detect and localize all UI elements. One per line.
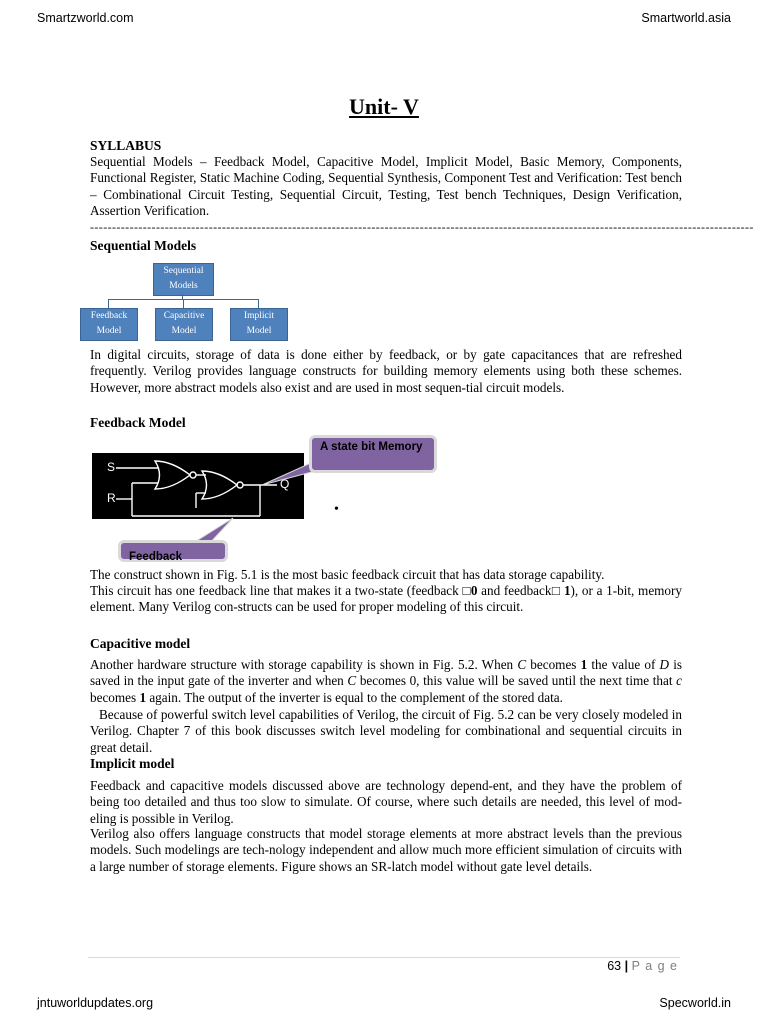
capacitive-text-1-segment: Another hardware structure with storage capability is shown in Fig. 5.2. When	[90, 657, 518, 672]
capacitive-text-1-segment: c	[676, 673, 682, 689]
input-s-label: S	[107, 460, 116, 474]
footer-divider	[88, 957, 680, 958]
stray-bullet: •	[334, 502, 339, 517]
syllabus-text: Sequential Models – Feedback Model, Capacitive Model, Implicit Model, Basic Memory, Components, Functional Register, Static Machine Coding, Sequential Synthesis, Component Test and Verification: Test bench – Combinational Circuit Testing, Sequential Circuit, Testing, Test bench Techniques, Design Verification, Assertion Verification.	[90, 154, 682, 218]
header-left-site: Smartzworld.com	[37, 11, 134, 25]
capacitive-text-1-segment: again. The output of the inverter is equal to the complement of the stored data.	[146, 689, 563, 705]
capacitive-text-1-segment: becomes	[90, 689, 140, 705]
feedback-text-2-part-e: ), or a 1-bit, memory element. Many Verilog con-structs can be used for proper modeling of this circuit.	[90, 583, 683, 615]
memory-callout-text: A state bit Memory	[320, 441, 423, 453]
diagram-implicit-line2: Model	[246, 326, 272, 336]
page-number-block	[607, 959, 678, 973]
page-title: Unit- V	[349, 94, 419, 119]
feedback-callout-text: Feedback	[129, 551, 183, 563]
feedback-callout	[118, 540, 228, 562]
input-r-label: R	[107, 491, 116, 505]
footer-left-site: jntuworldupdates.org	[37, 996, 154, 1010]
footer-right-site: Specworld.in	[659, 996, 731, 1010]
sequential-models-text: In digital circuits, storage of data is done either by feedback, or by gate capacitances that are refreshed frequently. Verilog provides language constructs for building memory elements using both these schemes. However, more abstract models also exist and are used in most sequen-tial circuit models.	[90, 347, 682, 395]
capacitive-text-1-segment: C	[347, 673, 357, 689]
feedback-text-1: The construct shown in Fig. 5.1 is the most basic feedback circuit that has data storage capability.	[90, 567, 605, 582]
page-label: P a g e	[631, 959, 678, 973]
capacitive-text-1	[90, 657, 682, 706]
header-right-site: Smartworld.asia	[641, 11, 731, 25]
diagram-feedback-line2: Model	[96, 326, 122, 336]
capacitive-text-1-segment: 1	[139, 689, 147, 705]
memory-callout	[309, 435, 437, 473]
page-separator: |	[624, 959, 629, 973]
capacitive-text-1-segment: C	[517, 657, 527, 672]
syllabus-heading: SYLLABUS	[90, 138, 162, 153]
feedback-text-2	[90, 583, 682, 616]
implicit-text-1: Feedback and capacitive models discussed above are technology depend-ent, and they have the problem of being too detailed and thus too slow to simulate. Of course, where such details are needed, this level of mod-eling is possible in Verilog.	[90, 778, 682, 826]
implicit-text-2: Verilog also offers language constructs that model storage elements at more abstract levels than the previous models. Such modelings are tech-nology independent and allow much more efficient simulation of circuits with a large number of storage elements. Figure shows an SR-latch model without gate level details.	[90, 826, 682, 874]
diagram-capacitive-line1: Capacitive	[163, 311, 205, 321]
sequential-models-heading: Sequential Models	[90, 238, 197, 253]
divider: -------------------------------------------------------------------------------------------------------------------------------------------------------	[90, 220, 754, 234]
capacitive-text-1-segment: is saved in the input gate of the inverter and when	[90, 657, 683, 689]
diagram-implicit-line1: Implicit	[243, 311, 275, 321]
capacitive-text-1-segment: 1	[580, 657, 588, 672]
diagram-capacitive-line2: Model	[171, 326, 197, 336]
capacitive-model-heading: Capacitive model	[90, 636, 191, 651]
feedback-text-2-state-0: □0	[462, 583, 478, 598]
capacitive-text-1-segment: becomes 0, this value will be saved until the next time that	[356, 673, 677, 689]
output-q-label: Q	[280, 477, 290, 491]
capacitive-text-2: Because of powerful switch level capabilities of Verilog, the circuit of Fig. 5.2 can be very closely modeled in Verilog. Chapter 7 of this book discusses switch level modeling for combinational and sequential circuits in great detail.	[90, 707, 682, 755]
capacitive-text-1-segment: becomes	[526, 657, 581, 672]
feedback-model-heading: Feedback Model	[90, 415, 186, 430]
diagram-root-line1: Sequential	[163, 266, 204, 276]
page-number: 63	[607, 959, 622, 973]
diagram-root-line2: Models	[169, 281, 198, 291]
capacitive-text-1-segment: D	[659, 657, 670, 672]
implicit-model-heading: Implicit model	[90, 756, 175, 771]
diagram-feedback-line1: Feedback	[90, 311, 128, 321]
feedback-text-2-part-a: This circuit has one feedback line that makes it a two-state (feedback	[90, 583, 463, 598]
feedback-text-2-part-c: and feedback□	[477, 583, 564, 598]
feedback-text-2-state-1: 1	[563, 583, 571, 598]
capacitive-text-1-segment: the value of	[587, 657, 660, 672]
